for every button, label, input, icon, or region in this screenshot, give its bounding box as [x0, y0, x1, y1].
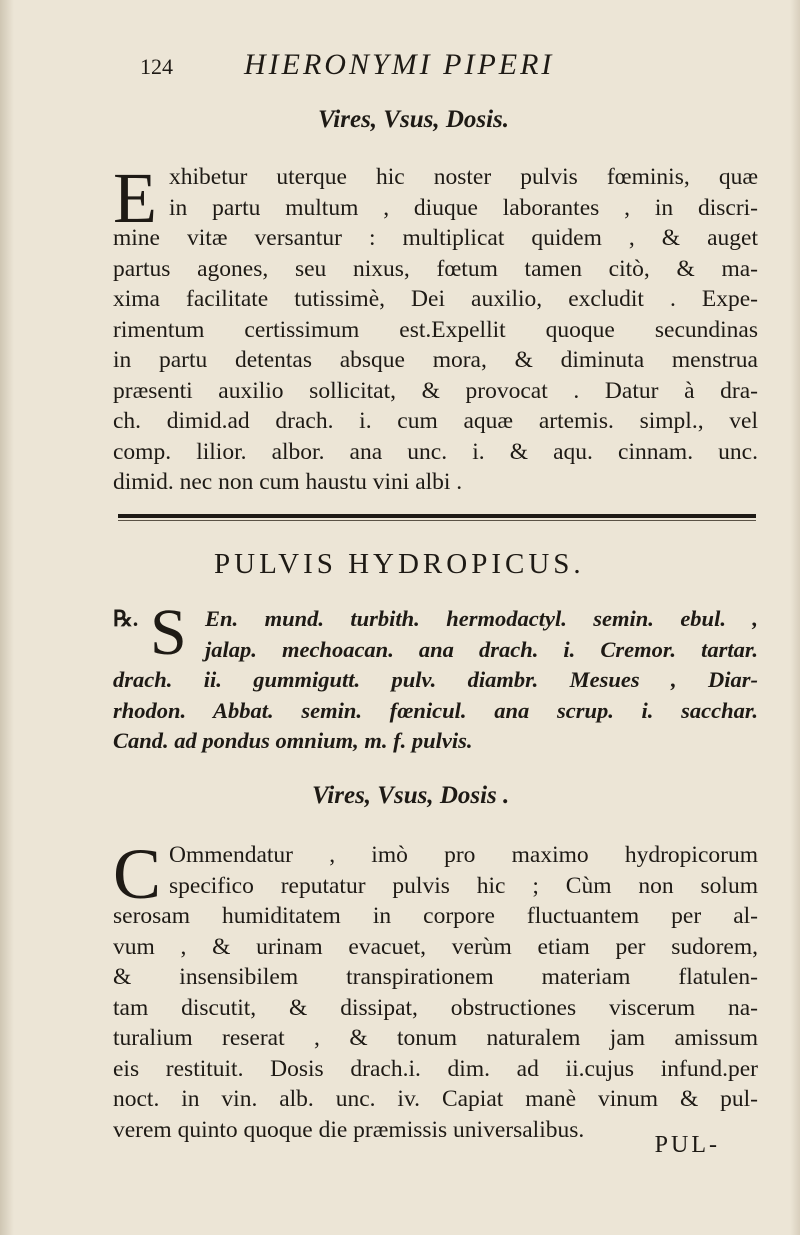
text-line: comp. lilior. albor. ana unc. i. & aqu. cinnam. unc. [113, 438, 758, 465]
catchword: PUL- [654, 1132, 720, 1158]
text-line: in partu detentas absque mora, & diminuta menstrua [113, 347, 758, 373]
text-line: serosam humiditatem in corpore fluctuantem per al- [113, 903, 758, 929]
paragraph-hydropicus [113, 834, 758, 1145]
section-title: PULVIS HYDROPICUS. [214, 548, 585, 580]
text-line: in partu multum , diuque laborantes , in discri- [169, 194, 758, 221]
text-line: ch. dimid.ad drach. i. cum aquæ artemis. simpl., vel [113, 408, 758, 434]
page-header [140, 48, 660, 88]
paragraph-vires-usus [113, 158, 758, 498]
text-line: præsenti auxilio sollicitat, & provocat . Datur à dra- [113, 377, 758, 404]
recipe-ingredients [113, 604, 758, 757]
text-line: Cand. ad pondus omnium, m. f. pulvis. [113, 728, 473, 753]
text-line: eis restituit. Dosis drach.i. dim. ad ii.cujus infund.per [113, 1055, 758, 1082]
text-line: dimid. nec non cum haustu vini albi . [113, 469, 463, 495]
drop-cap-c: C [113, 834, 162, 914]
section-subhead-vires-2: Vires, Vsus, Dosis . [312, 782, 510, 809]
text-line: verem quinto quoque die præmissis universalibus. [113, 1116, 585, 1143]
text-line: xhibetur uterque hic noster pulvis fœminis, quæ [169, 164, 758, 190]
text-line: tam discutit, & dissipat, obstructiones viscerum na- [113, 994, 758, 1021]
text-line: jalap. mechoacan. ana drach. i. Cremor. tartar. [205, 636, 758, 662]
text-line: & insensibilem transpirationem materiam flatulen- [113, 964, 758, 990]
text-line: noct. in vin. alb. unc. iv. Capiat manè vinum & pul- [113, 1086, 758, 1112]
drop-cap-e: E [113, 158, 157, 238]
text-line: mine vitæ versantur : multiplicat quidem , & auget [113, 225, 758, 251]
text-line: vum , & urinam evacuet, verùm etiam per sudorem, [113, 933, 758, 960]
text-line: rhodon. Abbat. semin. fœnicul. ana scrup. i. sacchar. [113, 697, 758, 723]
drop-cap-s: S [150, 596, 187, 669]
text-line: drach. ii. gummigutt. pulv. diambr. Mesues , Diar- [113, 667, 758, 692]
text-line: En. mund. turbith. hermodactyl. semin. ebul. , [205, 606, 758, 631]
text-line: turalium reserat , & tonum naturalem jam amissum [113, 1025, 758, 1051]
running-head: HIERONYMI PIPERI [244, 48, 555, 81]
page-number: 124 [140, 54, 173, 79]
recipe-mark: ℞. [113, 606, 139, 631]
section-divider-rule [118, 514, 756, 518]
text-line: rimentum certissimum est.Expellit quoque secundinas [113, 316, 758, 343]
section-subhead-vires: Vires, Vsus, Dosis. [318, 106, 510, 133]
text-line: Ommendatur , imò pro maximo hydropicorum [169, 842, 758, 868]
text-line: partus agones, seu nixus, fœtum tamen citò, & ma- [113, 255, 758, 282]
text-line: xima facilitate tutissimè, Dei auxilio, excludit . Expe- [113, 286, 758, 312]
text-line: specifico reputatur pulvis hic ; Cùm non solum [169, 872, 758, 899]
